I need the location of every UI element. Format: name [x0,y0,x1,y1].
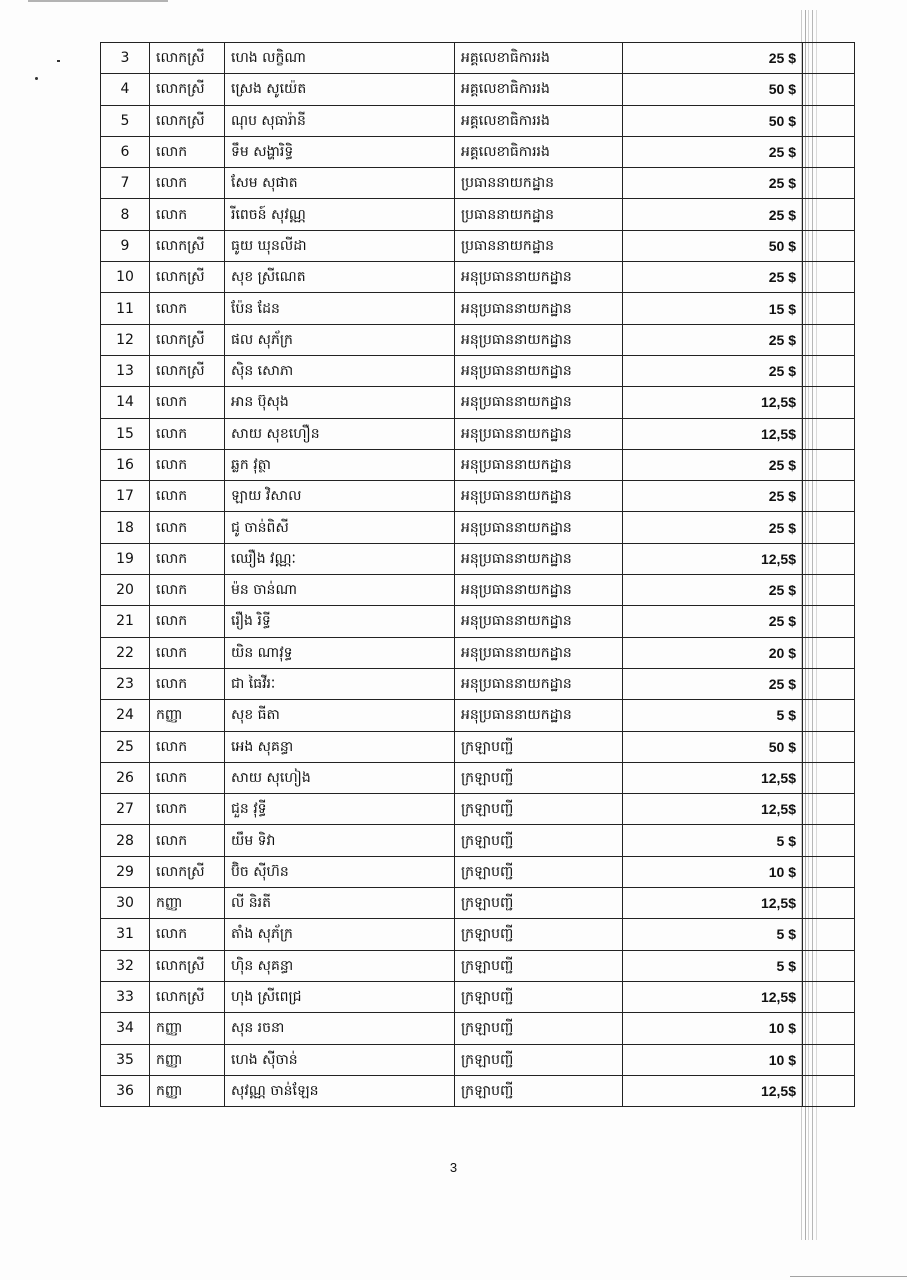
amount-cell: 12,5$ [623,543,803,574]
table-row [101,512,855,543]
blank-cell [803,481,855,512]
name-cell: សុវណ្ណ ចាន់ឡែន [225,1075,455,1106]
name-cell: អាន ប៊ុសុង [225,387,455,418]
position-cell: អនុប្រធាននាយកដ្ឋាន [455,606,623,637]
blank-cell [803,293,855,324]
name-cell: ប៊ិច ស៊ីហ៊ន [225,856,455,887]
row-number-cell: 36 [101,1075,150,1106]
table-row [101,950,855,981]
honorific-cell: លោក [150,136,225,167]
name-cell: ណុប សុធារ៉ានី [225,105,455,136]
table-row [101,262,855,293]
table-row [101,355,855,386]
row-number-cell: 12 [101,324,150,355]
position-cell: ក្រឡាបញ្ជី [455,762,623,793]
name-cell: លី និរតី [225,888,455,919]
amount-cell: 12,5$ [623,888,803,919]
blank-cell [803,387,855,418]
position-cell: ក្រឡាបញ្ជី [455,1075,623,1106]
honorific-cell: លោកស្រី [150,262,225,293]
honorific-cell: កញ្ញា [150,1044,225,1075]
position-cell: អគ្គលេខាធិការរង [455,136,623,167]
honorific-cell: កញ្ញា [150,700,225,731]
blank-cell [803,856,855,887]
row-number-cell: 33 [101,981,150,1012]
honorific-cell: លោក [150,794,225,825]
blank-cell [803,700,855,731]
table-row [101,606,855,637]
amount-cell: 25 $ [623,43,803,74]
amount-cell: 5 $ [623,919,803,950]
table-row [101,762,855,793]
blank-cell [803,262,855,293]
amount-cell: 25 $ [623,668,803,699]
name-cell: ជា ធៃវីរៈ [225,668,455,699]
blank-cell [803,543,855,574]
honorific-cell: លោកស្រី [150,856,225,887]
position-cell: ក្រឡាបញ្ជី [455,825,623,856]
table-row [101,856,855,887]
honorific-cell: លោក [150,449,225,480]
position-cell: អនុប្រធាននាយកដ្ឋាន [455,575,623,606]
name-cell: ហុង ស្រីពេជ្រ [225,981,455,1012]
row-number-cell: 25 [101,731,150,762]
row-number-cell: 24 [101,700,150,731]
position-cell: ប្រធាននាយកដ្ឋាន [455,199,623,230]
amount-cell: 12,5$ [623,1075,803,1106]
name-cell: សាយ សុហៀង [225,762,455,793]
honorific-cell: លោកស្រី [150,355,225,386]
blank-cell [803,1075,855,1106]
name-cell: សុន រចនា [225,1013,455,1044]
blank-cell [803,418,855,449]
blank-cell [803,230,855,261]
position-cell: ក្រឡាបញ្ជី [455,888,623,919]
amount-cell: 25 $ [623,262,803,293]
amount-cell: 25 $ [623,324,803,355]
honorific-cell: លោក [150,575,225,606]
blank-cell [803,1044,855,1075]
blank-cell [803,512,855,543]
honorific-cell: លោកស្រី [150,43,225,74]
table-row [101,888,855,919]
amount-cell: 50 $ [623,731,803,762]
row-number-cell: 20 [101,575,150,606]
row-number-cell: 8 [101,199,150,230]
row-number-cell: 31 [101,919,150,950]
honorific-cell: លោកស្រី [150,950,225,981]
row-number-cell: 4 [101,74,150,105]
amount-cell: 25 $ [623,575,803,606]
table-row [101,387,855,418]
table-row [101,637,855,668]
table-row [101,919,855,950]
position-cell: អនុប្រធាននាយកដ្ឋាន [455,449,623,480]
honorific-cell: លោកស្រី [150,105,225,136]
name-cell: យឹម ទិវា [225,825,455,856]
honorific-cell: លោក [150,606,225,637]
position-cell: អនុប្រធាននាយកដ្ឋាន [455,262,623,293]
name-cell: តាំង សុភ័ក្រ [225,919,455,950]
name-cell: ផល សុភ័ក្រ [225,324,455,355]
blank-cell [803,637,855,668]
row-number-cell: 22 [101,637,150,668]
name-cell: ឡាយ វិសាល [225,481,455,512]
name-cell: សាយ សុខហឿន [225,418,455,449]
row-number-cell: 3 [101,43,150,74]
honorific-cell: លោក [150,919,225,950]
row-number-cell: 30 [101,888,150,919]
row-number-cell: 16 [101,449,150,480]
header-mark [28,0,168,8]
position-cell: ក្រឡាបញ្ជី [455,856,623,887]
blank-cell [803,919,855,950]
honorific-cell: កញ្ញា [150,1075,225,1106]
position-cell: អនុប្រធាននាយកដ្ឋាន [455,324,623,355]
amount-cell: 12,5$ [623,762,803,793]
table-row [101,136,855,167]
amount-cell: 50 $ [623,74,803,105]
scan-speck [57,60,60,62]
table-row [101,74,855,105]
table-row [101,449,855,480]
position-cell: ក្រឡាបញ្ជី [455,981,623,1012]
table-row [101,324,855,355]
blank-cell [803,105,855,136]
position-cell: អនុប្រធាននាយកដ្ឋាន [455,637,623,668]
name-cell: យិន ណាវុទ្ធ [225,637,455,668]
amount-cell: 12,5$ [623,418,803,449]
position-cell: អនុប្រធាននាយកដ្ឋាន [455,481,623,512]
position-cell: ក្រឡាបញ្ជី [455,731,623,762]
position-cell: ក្រឡាបញ្ជី [455,950,623,981]
amount-cell: 12,5$ [623,981,803,1012]
position-cell: អគ្គលេខាធិការរង [455,43,623,74]
row-number-cell: 14 [101,387,150,418]
scan-bottom-line [790,1276,907,1277]
table-row [101,105,855,136]
blank-cell [803,575,855,606]
name-cell: រីពេចន៍ សុវណ្ណ [225,199,455,230]
name-cell: ហេង ស៊ីចាន់ [225,1044,455,1075]
blank-cell [803,199,855,230]
blank-cell [803,825,855,856]
honorific-cell: លោក [150,668,225,699]
name-cell: ជូ ចាន់ពិសី [225,512,455,543]
blank-cell [803,950,855,981]
row-number-cell: 11 [101,293,150,324]
amount-cell: 5 $ [623,825,803,856]
table-row [101,1013,855,1044]
table-row [101,668,855,699]
table-row [101,43,855,74]
amount-cell: 15 $ [623,293,803,324]
blank-cell [803,794,855,825]
honorific-cell: លោក [150,481,225,512]
position-cell: ក្រឡាបញ្ជី [455,1013,623,1044]
honorific-cell: លោកស្រី [150,230,225,261]
row-number-cell: 26 [101,762,150,793]
row-number-cell: 19 [101,543,150,574]
table-row [101,230,855,261]
amount-cell: 25 $ [623,136,803,167]
amount-cell: 10 $ [623,1013,803,1044]
table-body [101,43,855,1107]
table-row [101,481,855,512]
blank-cell [803,74,855,105]
honorific-cell: លោកស្រី [150,324,225,355]
table-row [101,731,855,762]
name-cell: អេង សុគន្ធា [225,731,455,762]
blank-cell [803,731,855,762]
row-number-cell: 29 [101,856,150,887]
position-cell: អនុប្រធាននាយកដ្ឋាន [455,512,623,543]
blank-cell [803,1013,855,1044]
name-cell: ជួន វុទ្ធី [225,794,455,825]
honorific-cell: លោក [150,293,225,324]
name-cell: ស៊ិន សោភា [225,355,455,386]
amount-cell: 12,5$ [623,794,803,825]
row-number-cell: 9 [101,230,150,261]
blank-cell [803,355,855,386]
honorific-cell: លោក [150,512,225,543]
table-row [101,575,855,606]
honorific-cell: លោកស្រី [150,74,225,105]
name-cell: ម៉ន ចាន់ណា [225,575,455,606]
table-row [101,700,855,731]
row-number-cell: 7 [101,168,150,199]
name-cell: ប៉ែន ដែន [225,293,455,324]
honorific-cell: លោក [150,825,225,856]
honorific-cell: កញ្ញា [150,888,225,919]
honorific-cell: លោក [150,199,225,230]
position-cell: អនុប្រធាននាយកដ្ឋាន [455,355,623,386]
honorific-cell: លោក [150,637,225,668]
position-cell: ក្រឡាបញ្ជី [455,919,623,950]
amount-cell: 25 $ [623,606,803,637]
row-number-cell: 34 [101,1013,150,1044]
name-cell: សុខ ស្រីណេត [225,262,455,293]
amount-cell: 25 $ [623,355,803,386]
position-cell: អគ្គលេខាធិការរង [455,105,623,136]
position-cell: អគ្គលេខាធិការរង [455,74,623,105]
honorific-cell: លោក [150,168,225,199]
table-row [101,1044,855,1075]
table-row [101,825,855,856]
amount-cell: 10 $ [623,1044,803,1075]
honorific-cell: លោក [150,731,225,762]
position-cell: ក្រឡាបញ្ជី [455,1044,623,1075]
name-cell: រឿង រិទ្ធី [225,606,455,637]
blank-cell [803,668,855,699]
name-cell: សែម សុផាត [225,168,455,199]
honorific-cell: លោក [150,543,225,574]
row-number-cell: 13 [101,355,150,386]
amount-cell: 25 $ [623,512,803,543]
honorific-cell: លោក [150,387,225,418]
row-number-cell: 5 [101,105,150,136]
row-number-cell: 23 [101,668,150,699]
row-number-cell: 32 [101,950,150,981]
name-cell: ធូយ ឃុនលីដា [225,230,455,261]
position-cell: អនុប្រធាននាយកដ្ឋាន [455,387,623,418]
blank-cell [803,168,855,199]
blank-cell [803,324,855,355]
blank-cell [803,888,855,919]
name-cell: ហេង លក្ខិណា [225,43,455,74]
row-number-cell: 27 [101,794,150,825]
blank-cell [803,136,855,167]
blank-cell [803,43,855,74]
amount-cell: 25 $ [623,199,803,230]
table-row [101,981,855,1012]
amount-cell: 5 $ [623,950,803,981]
blank-cell [803,606,855,637]
amount-cell: 10 $ [623,856,803,887]
amount-cell: 25 $ [623,481,803,512]
position-cell: អនុប្រធាននាយកដ្ឋាន [455,293,623,324]
row-number-cell: 15 [101,418,150,449]
name-cell: ឈឿង វណ្ណៈ [225,543,455,574]
honorific-cell: លោកស្រី [150,981,225,1012]
amount-cell: 5 $ [623,700,803,731]
table-row [101,168,855,199]
name-cell: ហ៊ិន សុគន្ធា [225,950,455,981]
row-number-cell: 6 [101,136,150,167]
name-cell: ស្រេង សូយ៉េត [225,74,455,105]
position-cell: ក្រឡាបញ្ជី [455,794,623,825]
row-number-cell: 17 [101,481,150,512]
row-number-cell: 28 [101,825,150,856]
table-row [101,199,855,230]
table-row [101,543,855,574]
scan-speck [35,77,38,80]
staff-contribution-table [100,42,855,1107]
amount-cell: 12,5$ [623,387,803,418]
amount-cell: 25 $ [623,168,803,199]
row-number-cell: 18 [101,512,150,543]
position-cell: អនុប្រធាននាយកដ្ឋាន [455,418,623,449]
honorific-cell: លោក [150,762,225,793]
position-cell: អនុប្រធាននាយកដ្ឋាន [455,543,623,574]
amount-cell: 25 $ [623,449,803,480]
row-number-cell: 21 [101,606,150,637]
table-row [101,418,855,449]
amount-cell: 50 $ [623,105,803,136]
row-number-cell: 35 [101,1044,150,1075]
position-cell: អនុប្រធាននាយកដ្ឋាន [455,700,623,731]
name-cell: ទឹម សង្ហារិទ្ធិ [225,136,455,167]
amount-cell: 50 $ [623,230,803,261]
position-cell: ប្រធាននាយកដ្ឋាន [455,230,623,261]
honorific-cell: លោក [150,418,225,449]
amount-cell: 20 $ [623,637,803,668]
blank-cell [803,449,855,480]
name-cell: ឆ្លក វុត្ថា [225,449,455,480]
name-cell: សុខ ធីតា [225,700,455,731]
blank-cell [803,981,855,1012]
page-number: 3 [449,1160,458,1175]
table-row [101,293,855,324]
position-cell: អនុប្រធាននាយកដ្ឋាន [455,668,623,699]
table-row [101,1075,855,1106]
table-row [101,794,855,825]
row-number-cell: 10 [101,262,150,293]
position-cell: ប្រធាននាយកដ្ឋាន [455,168,623,199]
blank-cell [803,762,855,793]
honorific-cell: កញ្ញា [150,1013,225,1044]
